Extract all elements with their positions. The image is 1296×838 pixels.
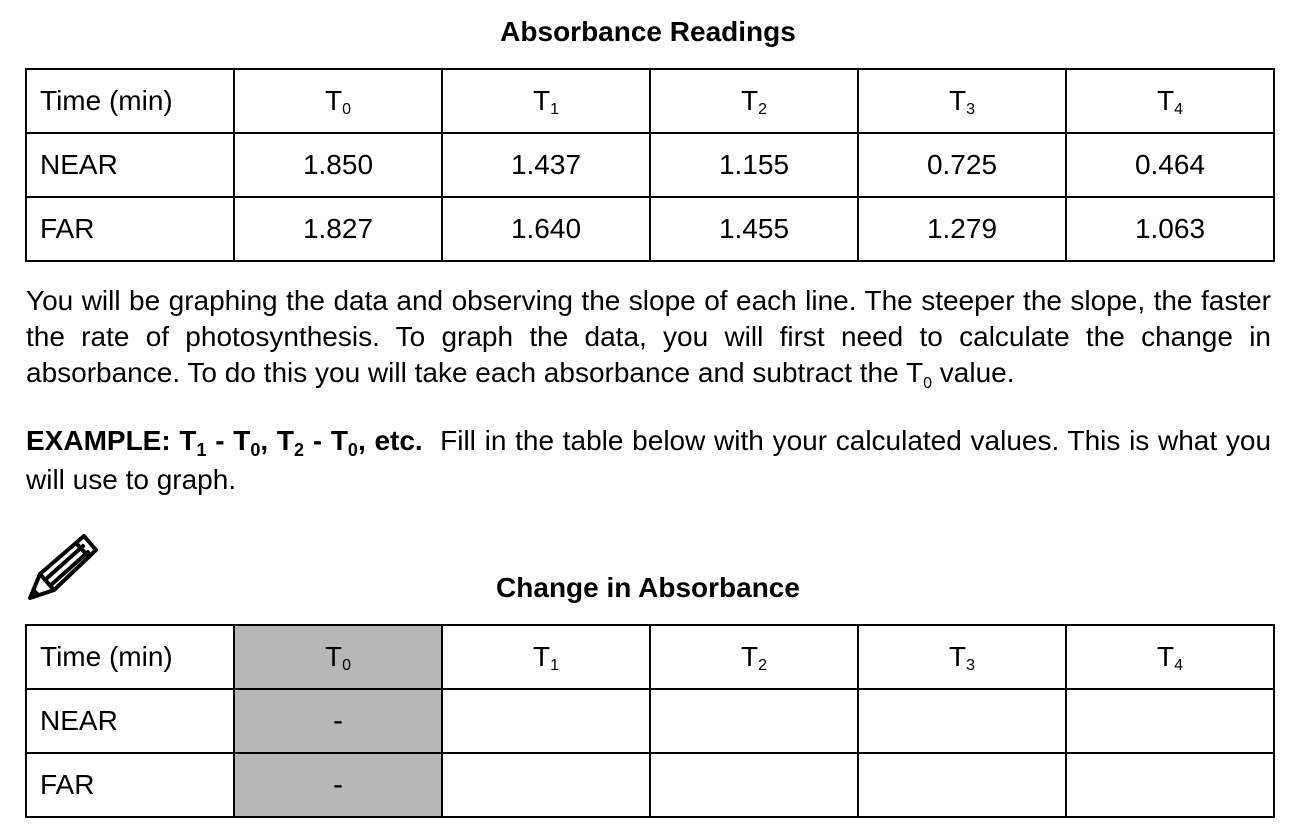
input-cell-t2-near[interactable] [650, 689, 858, 753]
row-label-near: NEAR [26, 689, 234, 753]
col-header-t4: $T_4$ [1066, 625, 1274, 689]
table-cell-t0-far: - [234, 753, 442, 817]
table-row [26, 753, 1274, 817]
table-cell: 1.279 [858, 197, 1066, 261]
col-header-t0: $T_0$ [234, 69, 442, 133]
header-row [26, 625, 1274, 689]
table-cell: 1.455 [650, 197, 858, 261]
table-cell-t0-near: - [234, 689, 442, 753]
table-cell: 0.725 [858, 133, 1066, 197]
input-cell-t3-near[interactable] [858, 689, 1066, 753]
table-cell: 1.850 [234, 133, 442, 197]
time-header: Time (min) [26, 625, 234, 689]
instructions-paragraph: You will be graphing the data and observing the slope of each line. The steeper the slope, the faster the rate of photosynthesis. To graph the data, you will first need to calculate the change in absorbance. To do this you will take each absorbance and subtract the $T_0$ value. [26, 285, 1271, 392]
col-header-t2: $T_2$ [650, 625, 858, 689]
col-header-t4: $T_4$ [1066, 69, 1274, 133]
table-row [26, 133, 1274, 197]
input-cell-t1-far[interactable] [442, 753, 650, 817]
col-header-t2: $T_2$ [650, 69, 858, 133]
change-in-absorbance-title: Change in Absorbance [496, 572, 800, 603]
table-cell: 1.063 [1066, 197, 1274, 261]
table-cell: 1.640 [442, 197, 650, 261]
change-in-absorbance-table [25, 624, 1275, 818]
col-header-t3: $T_3$ [858, 69, 1066, 133]
input-cell-t4-far[interactable] [1066, 753, 1274, 817]
table-row [26, 197, 1274, 261]
absorbance-readings-title: Absorbance Readings [500, 16, 796, 47]
row-label-far: FAR [26, 197, 234, 261]
row-label-far: FAR [26, 753, 234, 817]
input-cell-t4-near[interactable] [1066, 689, 1274, 753]
table-cell: 0.464 [1066, 133, 1274, 197]
table-cell: 1.155 [650, 133, 858, 197]
table-row [26, 689, 1274, 753]
time-header: Time (min) [26, 69, 234, 133]
input-cell-t2-far[interactable] [650, 753, 858, 817]
col-header-t3: $T_3$ [858, 625, 1066, 689]
col-header-t1: $T_1$ [442, 69, 650, 133]
input-cell-t1-near[interactable] [442, 689, 650, 753]
input-cell-t3-far[interactable] [858, 753, 1066, 817]
col-header-t1: $T_1$ [442, 625, 650, 689]
absorbance-readings-table [25, 68, 1275, 262]
example-formula: EXAMPLE: $T_1 - T_0$, $T_2 - T_0$, etc. [26, 425, 423, 460]
example-paragraph: EXAMPLE: $T_1 - T_0$, $T_2 - T_0$, etc. Fill in the table below with your calculated values. This is what you will use to graph. [26, 425, 1272, 495]
table-cell: 1.437 [442, 133, 650, 197]
header-row [26, 69, 1274, 133]
col-header-t0: $T_0$ [234, 625, 442, 689]
table-cell: 1.827 [234, 197, 442, 261]
row-label-near: NEAR [26, 133, 234, 197]
